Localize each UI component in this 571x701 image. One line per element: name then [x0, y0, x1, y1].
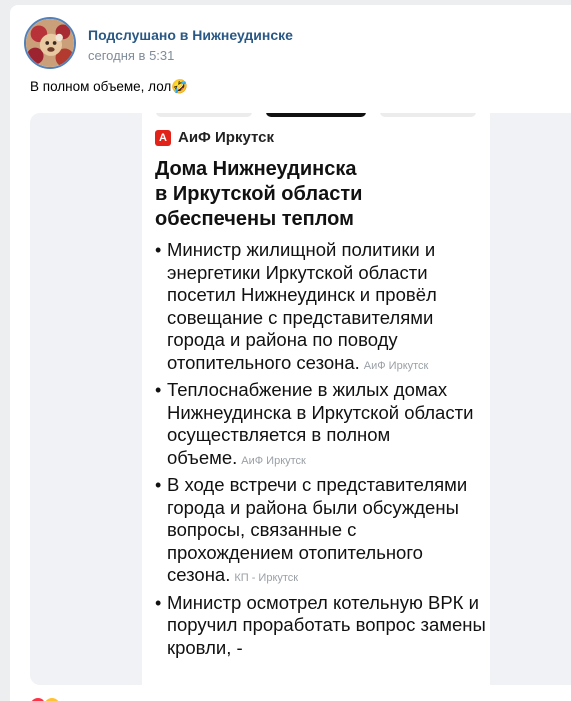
bullet-text: Теплоснабжение в жилых домах Нижнеудинска в Иркутской области осуществляется в полном объеме.: [167, 379, 474, 468]
top-bar-segment: [156, 113, 252, 117]
post-author-link[interactable]: Подслушано в Нижнеудинске: [88, 27, 293, 43]
top-bar-segment: [380, 113, 476, 117]
headline-line: в Иркутской области: [155, 183, 363, 205]
reactions-bar[interactable]: [28, 696, 56, 701]
bullet-source: АиФ Иркутск: [363, 359, 429, 372]
headline-line: Дома Нижнеудинска: [155, 158, 357, 180]
attached-image[interactable]: [30, 113, 571, 685]
bullet-text: Министр жилищной политики и энергетики Иркутской области посетил Нижнеудинск и провёл совещание с представителями города и района по поводу отопительного сезона.: [167, 239, 437, 373]
news-bullet: [155, 239, 488, 377]
news-bullet: [155, 379, 488, 472]
post-card: [10, 5, 571, 701]
avatar-image: [26, 19, 74, 67]
post-text: В полном объеме, лол🤣: [30, 79, 189, 94]
news-bullet: [155, 474, 488, 590]
bullet-text: В ходе встречи с представителями города и района были обсуждены вопросы, связанные с прохождением отопительного сезона.: [167, 474, 468, 585]
news-bullets: [155, 239, 488, 661]
bullet-text: Министр осмотрел котельную ВРК и поручил проработать вопрос замены кровли, -: [167, 591, 486, 658]
bullet-source: КП - Иркутск: [234, 572, 299, 584]
news-screenshot: [142, 113, 490, 685]
news-source-header: [155, 129, 274, 146]
group-avatar[interactable]: [24, 17, 76, 69]
headline-line: обеспечены теплом: [155, 208, 354, 230]
post-date[interactable]: сегодня в 5:31: [88, 48, 175, 63]
bullet-source: АиФ Иркутск: [241, 454, 306, 467]
news-bullet: [155, 592, 488, 660]
aif-logo-icon: А: [155, 130, 171, 146]
top-bar-segment: [266, 113, 366, 117]
news-headline: [155, 157, 475, 232]
news-source-name: АиФ Иркутск: [178, 129, 274, 146]
laugh-reaction-icon: [42, 696, 62, 701]
